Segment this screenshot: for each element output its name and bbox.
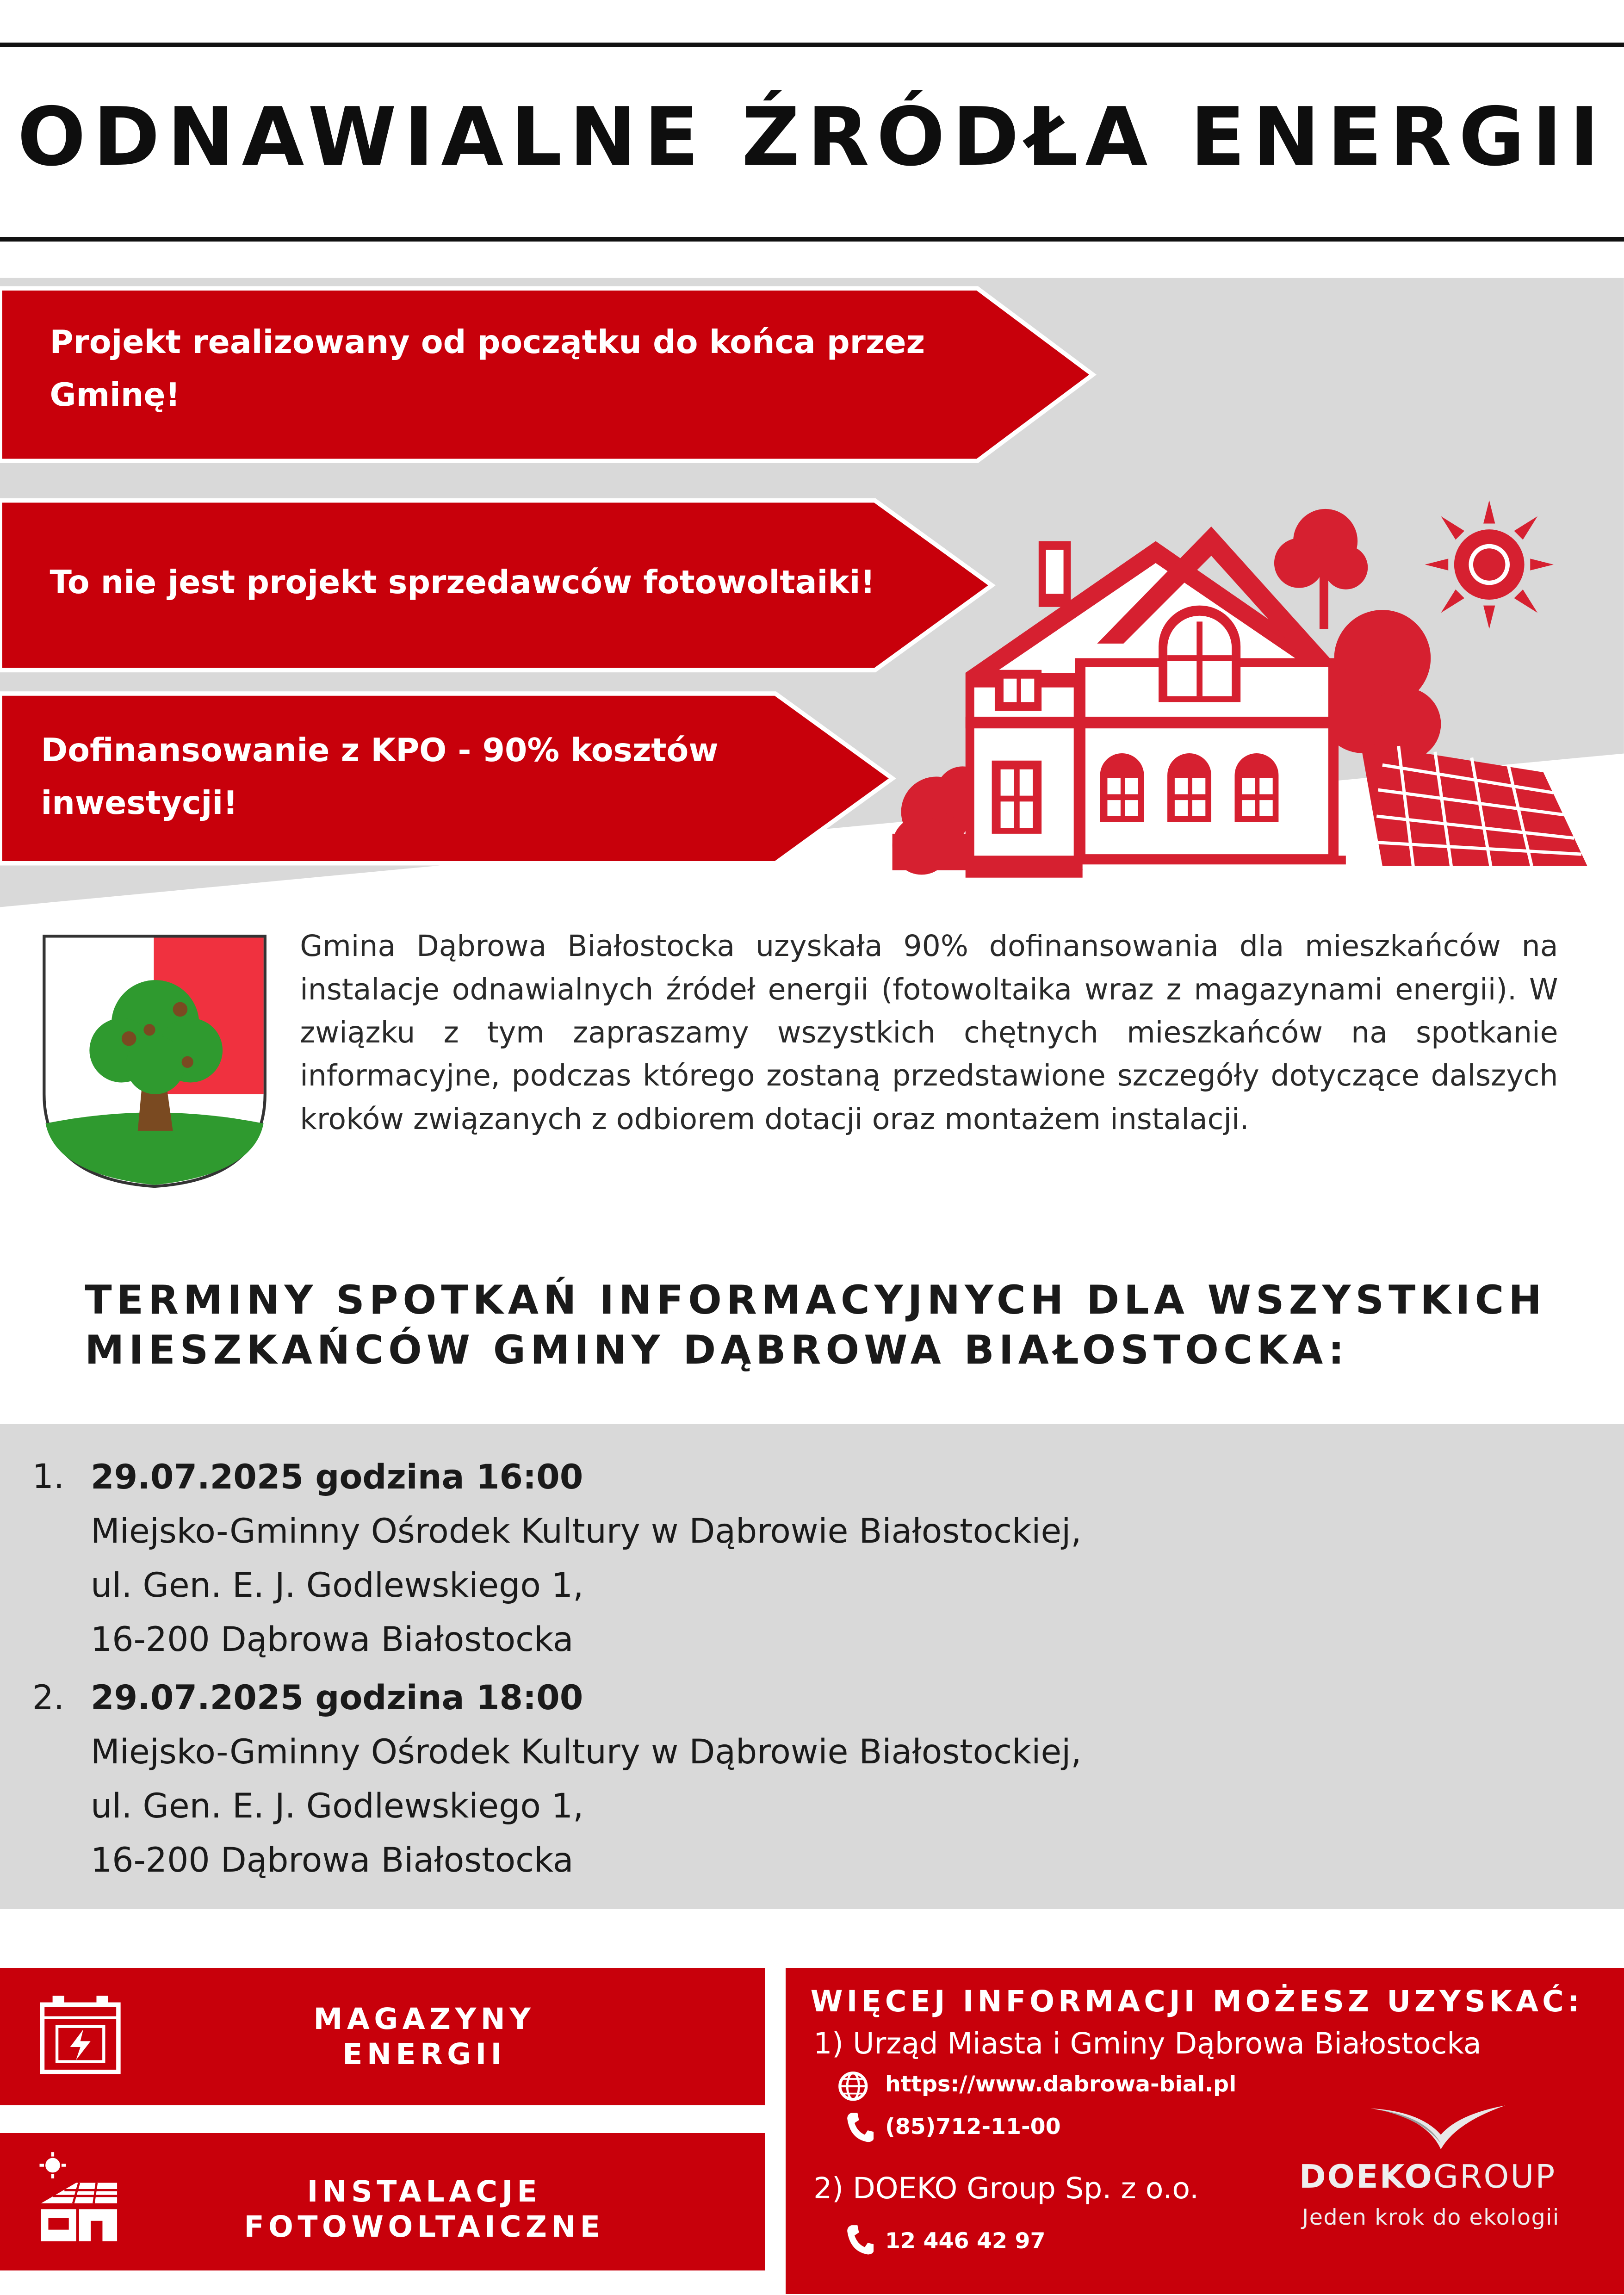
more-info-title: WIĘCEJ INFORMACJI MOŻESZ UZYSKAĆ: [810, 1984, 1583, 2018]
energy-storage-label [234, 2002, 614, 2072]
pv-installations-line-1: INSTALACJE [307, 2174, 542, 2208]
event-1-heading: 29.07.2025 godzina 16:00 [91, 1457, 583, 1497]
house-pv-icon [35, 2151, 126, 2244]
sun-icon [1425, 500, 1554, 629]
banner-3-line-1: Dofinansowanie z KPO - 90% kosztów [41, 732, 719, 769]
terms-heading-line-2: MIESZKAŃCÓW GMINY DĄBROWA BIAŁOSTOCKA: [85, 1327, 1349, 1373]
event-1-street: ul. Gen. E. J. Godlewskiego 1, [91, 1565, 584, 1605]
battery-storage-icon [38, 1993, 123, 2078]
phone-number-1[interactable]: (85)712-11-00 [885, 2114, 1061, 2140]
event-1-city: 16-200 Dąbrowa Białostocka [91, 1619, 574, 1659]
intro-paragraph: Gmina Dąbrowa Białostocka uzyskała 90% dofinansowania dla mieszkańców na instalacje odnawialnych źródeł energii (fotowoltaika wraz z magazynami energii). W związku z tym zapraszamy wszystkich chętnych mieszkańców na spotkanie informacyjne, podczas którego zostaną przedstawione szczegóły dotyczące dalszych kroków związanych z odbiorem dotacji oraz montażem instalacji. [300, 929, 1558, 1136]
info-source-2: 2) DOEKO Group Sp. z o.o. [813, 2171, 1199, 2206]
solar-panel-icon [1361, 743, 1587, 866]
event-1-place: Miejsko-Gminny Ośrodek Kultury w Dąbrowie Białostockiej, [91, 1511, 1082, 1551]
doeko-logo-icon [1368, 2103, 1508, 2155]
website-link[interactable]: https://www.dabrowa-bial.pl [885, 2072, 1237, 2097]
house-illustration [878, 483, 1609, 885]
banner-2-line-1: To nie jest projekt sprzedawców fotowoltaiki! [50, 563, 875, 601]
bottom-rule [0, 237, 1624, 241]
event-1-number: 1. [32, 1457, 64, 1497]
energy-storage-line-2: ENERGII [342, 2036, 506, 2071]
info-source-1: 1) Urząd Miasta i Gminy Dąbrowa Białostocka [813, 2026, 1481, 2061]
small-sun-icon [39, 2152, 66, 2178]
banner-1-line-2: Gminę! [50, 376, 180, 414]
globe-icon [837, 2070, 869, 2103]
doeko-brand-light: GROUP [1433, 2158, 1556, 2196]
doeko-brand-bold: DOEKO [1299, 2158, 1433, 2196]
doeko-tagline: Jeden krok do ekologii [1302, 2205, 1560, 2231]
banner-1-text [50, 316, 1016, 422]
phone-icon [846, 2111, 875, 2144]
pv-installations-label [205, 2174, 644, 2245]
banner-2-text [50, 556, 957, 609]
page-title: ODNAWIALNE ŹRÓDŁA ENERGII [17, 91, 1607, 185]
phone-icon [846, 2224, 875, 2256]
event-2-number: 2. [32, 1678, 64, 1718]
phone-number-2[interactable]: 12 446 42 97 [885, 2228, 1046, 2254]
energy-storage-line-1: MAGAZYNY [313, 2001, 535, 2036]
banner-3-text [41, 724, 861, 830]
event-2-street: ul. Gen. E. J. Godlewskiego 1, [91, 1786, 584, 1826]
banner-3-line-2: inwestycji! [41, 784, 238, 822]
event-2-place: Miejsko-Gminny Ośrodek Kultury w Dąbrowie Białostockiej, [91, 1732, 1082, 1772]
top-rule [0, 43, 1624, 47]
doeko-brand-name [1299, 2158, 1556, 2196]
pv-installations-line-2: FOTOWOLTAICZNE [244, 2209, 605, 2244]
coat-of-arms-icon [41, 933, 268, 1189]
banner-1-line-1: Projekt realizowany od początku do końca przez [50, 323, 925, 361]
terms-heading-line-1: TERMINY SPOTKAŃ INFORMACYJNYCH DLA WSZYSTKICH [85, 1278, 1546, 1324]
event-2-heading: 29.07.2025 godzina 18:00 [91, 1678, 583, 1718]
event-2-city: 16-200 Dąbrowa Białostocka [91, 1840, 574, 1880]
